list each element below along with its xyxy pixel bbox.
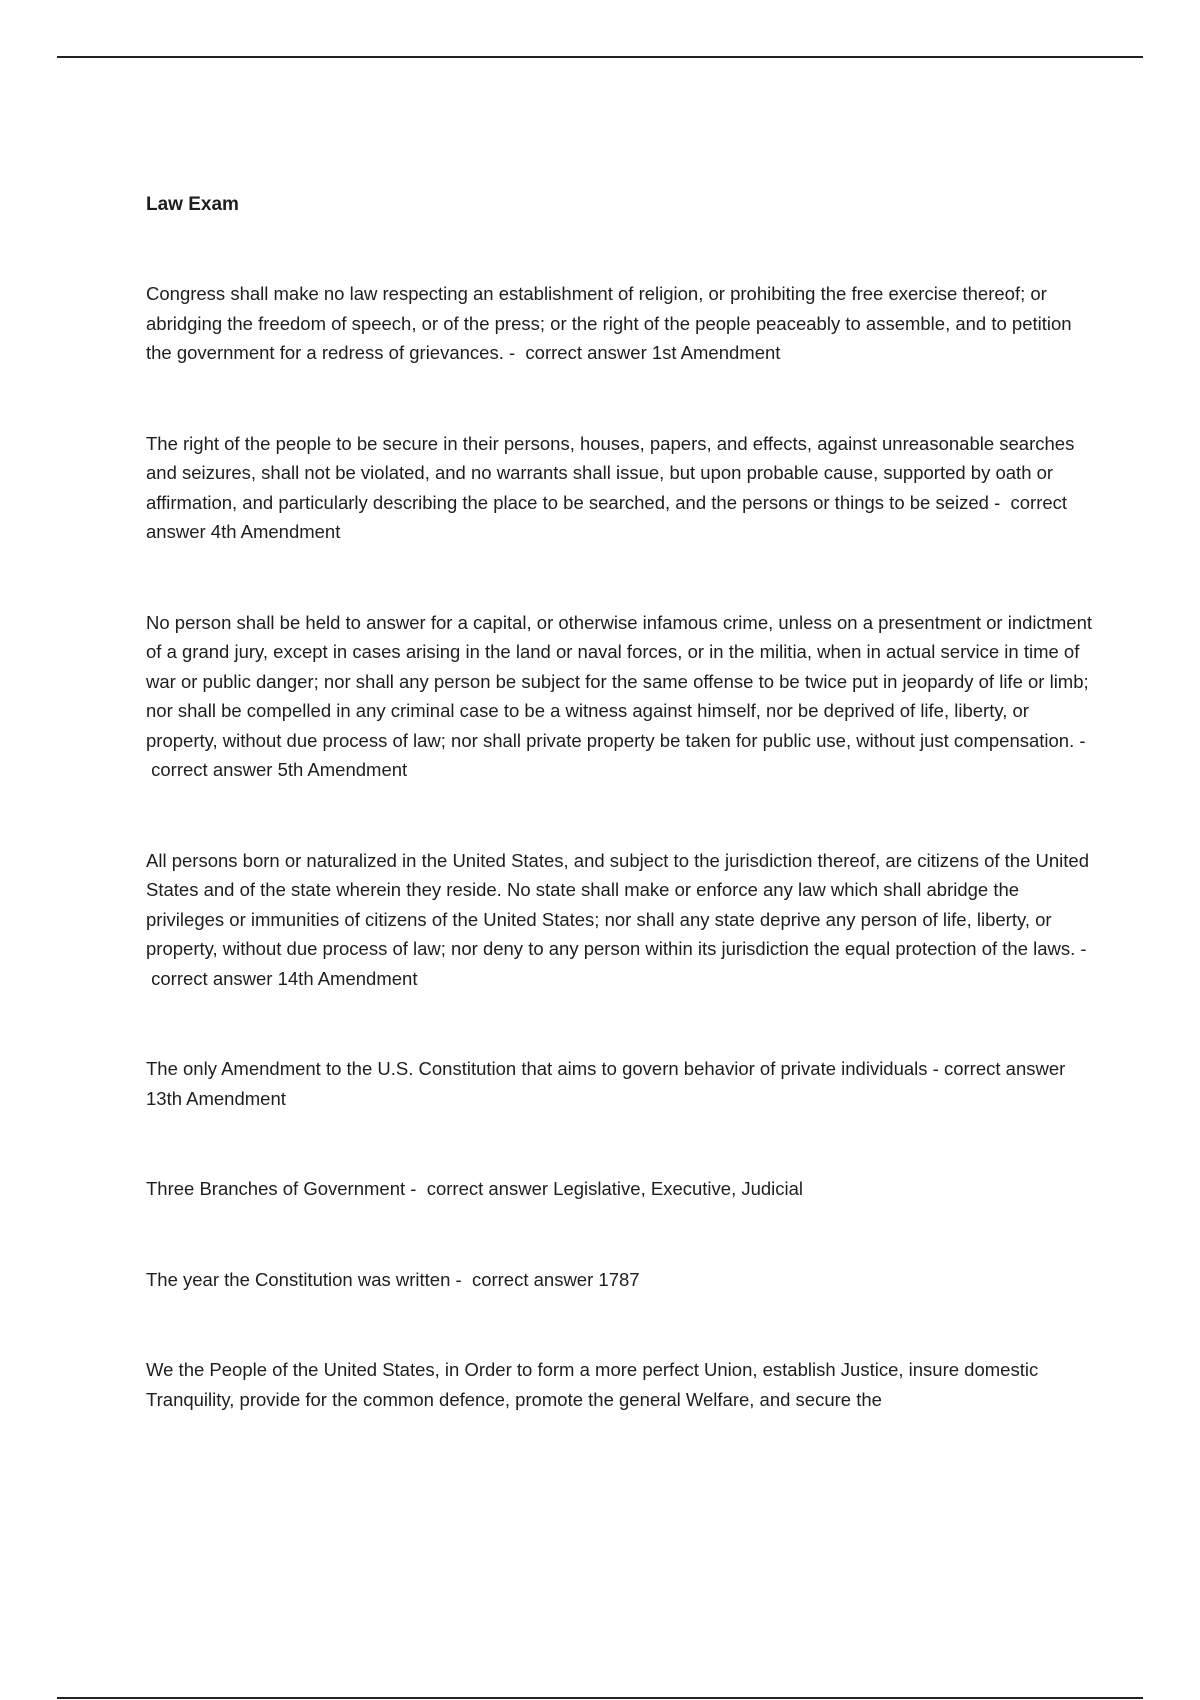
qa-entry-4th-amendment: The right of the people to be secure in their persons, houses, papers, and effects, against unreasonable searches and seizures, shall not be violated, and no warrants shall issue, but upon probable cause, supported by oath or affirmation, and particularly describing the place to be searched, and the persons or things to be seized - correct answer 4th Amendment [146,432,1075,542]
top-divider [57,56,1143,58]
qa-entry-14th-amendment: All persons born or naturalized in the United States, and subject to the jurisdiction thereof, are citizens of the United States and of the state wherein they reside. No state shall make or enforce any law which shall abridge the privileges or immunities of citizens of the United States; nor shall any state deprive any person of life, liberty, or property, without due process of law; nor deny to any person within its jurisdiction the equal protection of the laws. - correct answer 14th Amendment [146,849,1090,989]
document-body [146,190,1096,1414]
document-title: Law Exam [146,194,239,215]
qa-entry-13th-amendment: The only Amendment to the U.S. Constitution that aims to govern behavior of private individuals - correct answer 13th Amendment [146,1058,1066,1109]
qa-entry-preamble: We the People of the United States, in Order to form a more perfect Union, establish Justice, insure domestic Tranquility, provide for the common defence, promote the general Welfare, and secure the [146,1359,1039,1410]
bottom-divider [57,1697,1143,1699]
qa-entry-5th-amendment: No person shall be held to answer for a capital, or otherwise infamous crime, unless on a presentment or indictment of a grand jury, except in cases arising in the land or naval forces, or in the militia, when in actual service in time of war or public danger; nor shall any person be subject for the same offense to be twice put in jeopardy of life or limb; nor shall be compelled in any criminal case to be a witness against himself, nor be deprived of life, liberty, or property, without due process of law; nor shall private property be taken for public use, without just compensation. - correct answer 5th Amendment [146,611,1093,780]
qa-entry-branches: Three Branches of Government - correct answer Legislative, Executive, Judicial [146,1178,804,1199]
qa-entry-1st-amendment: Congress shall make no law respecting an establishment of religion, or prohibiting the free exercise thereof; or abridging the freedom of speech, or of the press; or the right of the people peaceably to assemble, and to petition the government for a redress of grievances. - correct answer 1st Amendment [146,283,1072,363]
qa-entry-constitution-year: The year the Constitution was written - correct answer 1787 [146,1268,640,1290]
